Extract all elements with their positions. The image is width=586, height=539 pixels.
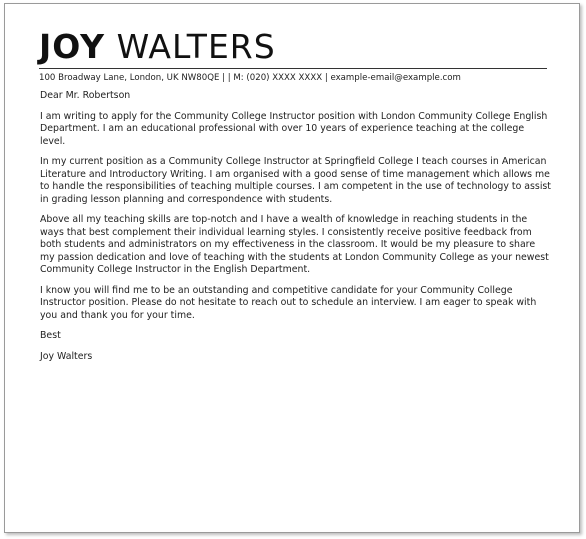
applicant-name (39, 28, 549, 66)
paragraph-4: I know you will find me to be an outstanding and competitive candidate for your Community College Instructor position. Please do not hesitate to reach out to schedule an interview. I am eager to speak with you and thank you for your time. (40, 284, 537, 321)
salutation: Dear Mr. Robertson (40, 90, 131, 101)
signature: Joy Walters (40, 351, 93, 363)
contact-line: 100 Broadway Lane, London, UK NW80QE | | M: (020) XXXX XXXX | example-email@example.com (39, 73, 461, 83)
letter-page (4, 3, 580, 533)
paragraph-1: I am writing to apply for the Community College Instructor position with London Community College English Department. I am an educational professional with over 10 years of experience teaching at the college level. (40, 110, 548, 147)
letter-body (40, 90, 552, 372)
letter-header (39, 28, 549, 83)
header-divider (39, 68, 547, 69)
paragraph-3: Above all my teaching skills are top-notch and I have a wealth of knowledge in reaching students in the ways that best complement their individual learning styles. I consistently receive positive feedback from both students and administrators on my effectiveness in the classroom. It would be my pleasure to share my passion dedication and love of teaching with the students at London Community College as your newest Community College Instructor in the English Department. (40, 214, 549, 276)
paragraph-2: In my current position as a Community College Instructor at Springfield College I teach courses in American Literature and Introductory Writing. I am organised with a good sense of time management which allows me to handle the responsibilities of teaching multiple courses. I am competent in the use of technology to assist in grading lesson planning and correspondence with students. (40, 156, 551, 205)
closing: Best (40, 330, 61, 342)
applicant-first-name: JOY (39, 27, 106, 66)
applicant-last-name: WALTERS (116, 27, 276, 66)
